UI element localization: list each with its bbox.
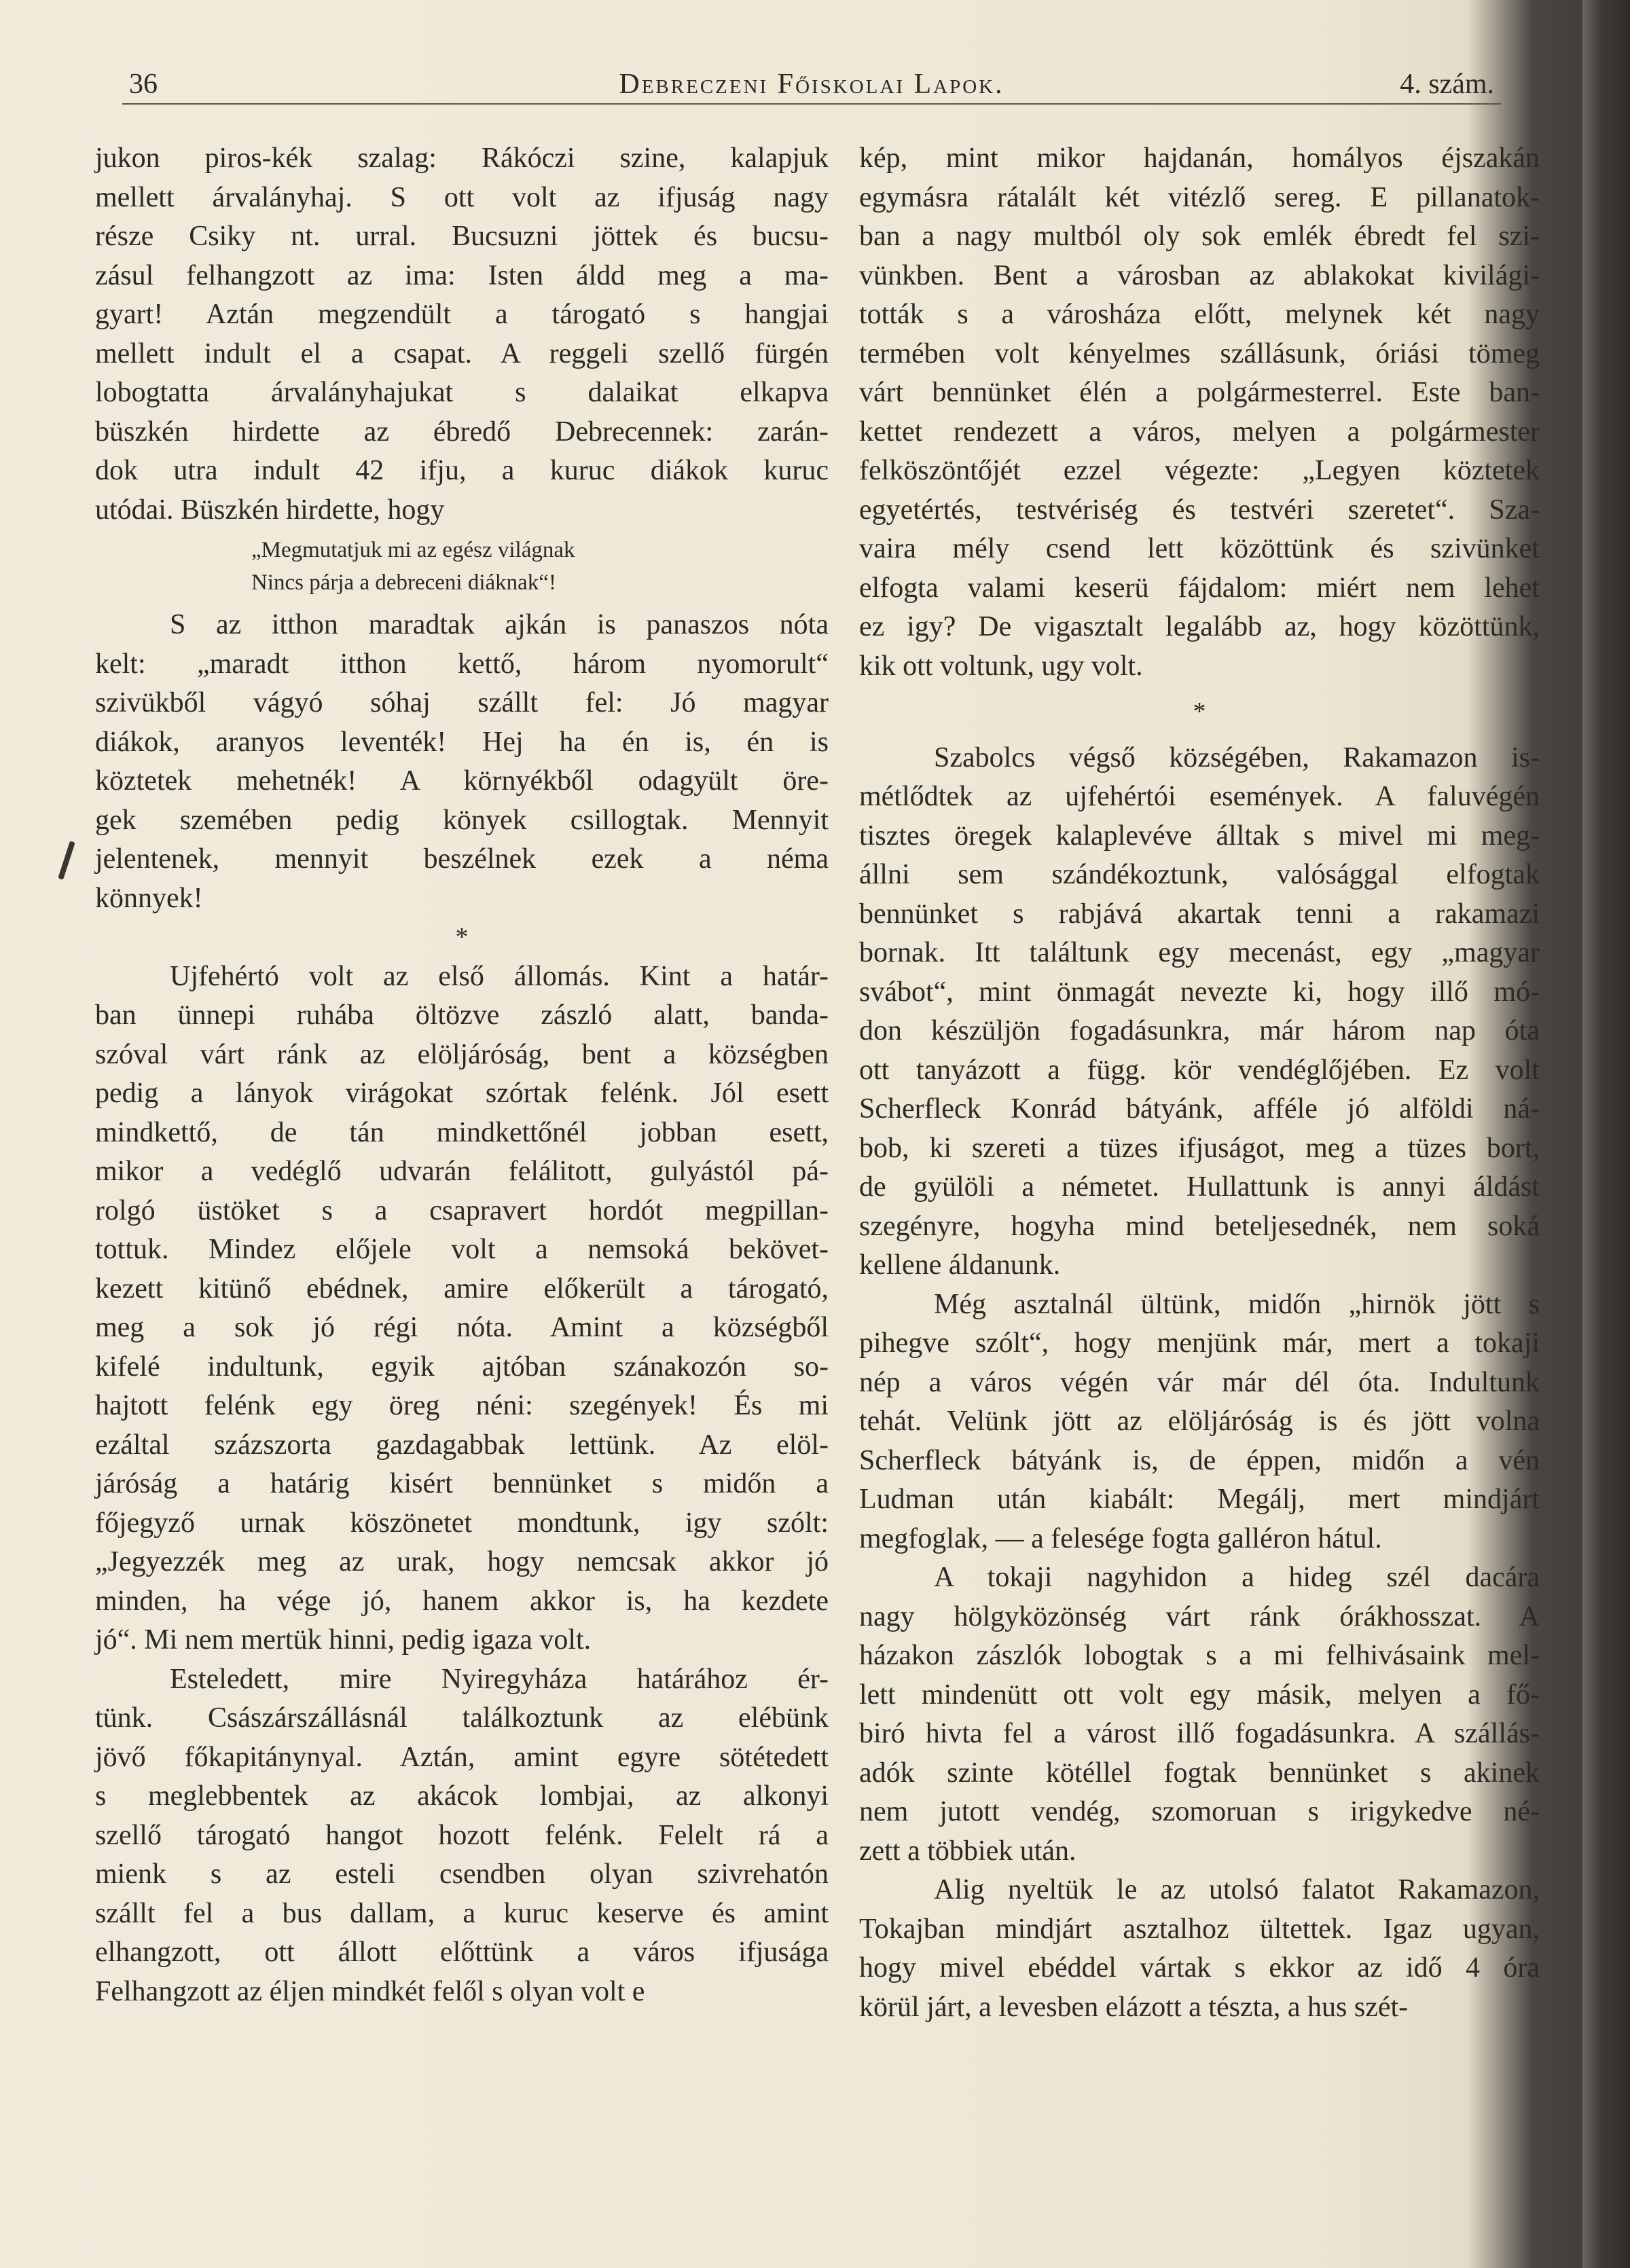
scan-edge-shadow bbox=[1582, 0, 1630, 2268]
paragraph bbox=[859, 1871, 1540, 2027]
text-line: gek szemében pedig könyek csillogtak. Mennyit bbox=[95, 804, 829, 836]
text-line: bennünket s rabjává akartak tenni a rakamazi bbox=[859, 898, 1540, 930]
text-line: „Jegyezzék meg az urak, hogy nemcsak akkor jó bbox=[95, 1546, 829, 1577]
text-line: de gyülöli a németet. Hullattunk is annyi áldást bbox=[859, 1171, 1540, 1203]
text-line: része Csiky nt. urral. Bucsuzni jöttek és bucsu- bbox=[95, 221, 829, 252]
text-line: ez igy? De vigasztalt legalább az, hogy közöttünk, bbox=[859, 611, 1540, 642]
text-line: diákok, aranyos leventék! Hej ha én is, én is bbox=[95, 726, 829, 758]
text-line: zett a többiek után. bbox=[859, 1835, 1076, 1867]
verse-line: „Megmutatjuk mi az egész világnak bbox=[251, 538, 575, 562]
text-line: pedig a lányok virágokat szórtak felénk. Jól esett bbox=[95, 1078, 829, 1109]
paragraph bbox=[95, 957, 829, 1660]
text-line: ban a nagy multból oly sok emlék ébredt fel szi- bbox=[859, 221, 1540, 252]
text-line: minden, ha vége jó, hanem akkor is, ha kezdete bbox=[95, 1585, 829, 1617]
left-column bbox=[95, 139, 829, 2011]
running-header bbox=[122, 62, 1501, 105]
text-line: jövő főkapitánynyal. Aztán, amint egyre sötétedett bbox=[95, 1741, 829, 1773]
right-column bbox=[859, 139, 1540, 2027]
text-line: lett mindenütt ott volt egy másik, melyen a fő- bbox=[859, 1679, 1540, 1711]
text-line: elhangzott, ott állott előttünk a város ifjusága bbox=[95, 1937, 829, 1968]
text-line: tehát. Velünk jött az elöljáróság is és jött volna bbox=[859, 1406, 1540, 1437]
text-line: egyetértés, testvériség és testvéri szeretet“. Sza- bbox=[859, 494, 1540, 526]
text-line: tották s a városháza előtt, melynek két nagy bbox=[859, 299, 1540, 330]
text-line: kik ott voltunk, ugy volt. bbox=[859, 650, 1143, 682]
text-line: Alig nyeltük le az utolsó falatot Rakamazon, bbox=[934, 1874, 1540, 1905]
section-separator: * bbox=[455, 923, 469, 951]
text-line: S az itthon maradtak ajkán is panaszos nóta bbox=[170, 609, 829, 640]
text-line: elfogta valami keserü fájdalom: miért nem lehet bbox=[859, 572, 1540, 604]
text-line: mellett indult el a csapat. A reggeli szellő fürgén bbox=[95, 337, 829, 369]
text-line: járóság a határig kisért bennünket s midőn a bbox=[95, 1468, 829, 1499]
text-line: A tokaji nagyhidon a hideg szél dacára bbox=[934, 1562, 1540, 1593]
text-line: métlődtek az ujfehértói események. A faluvégén bbox=[859, 781, 1540, 812]
text-line: köztetek mehetnék! A környékből odagyült öre- bbox=[95, 765, 829, 797]
issue-number: 4. szám. bbox=[1400, 69, 1494, 100]
text-line: kellene áldanunk. bbox=[859, 1249, 1061, 1281]
text-line: gyart! Aztán megzendült a tárogató s hangjai bbox=[95, 299, 829, 330]
paragraph bbox=[859, 739, 1540, 1285]
text-line: kifelé indultunk, egyik ajtóban szánakozón so- bbox=[95, 1351, 829, 1383]
text-line: jó“. Mi nem mertük hinni, pedig igaza volt. bbox=[95, 1624, 592, 1656]
text-line: Scherfleck bátyánk is, de éppen, midőn a vén bbox=[859, 1444, 1540, 1476]
text-line: Ujfehértó volt az első állomás. Kint a határ- bbox=[170, 960, 829, 992]
text-line: bornak. Itt találtunk egy mecenást, egy „magyar bbox=[859, 937, 1540, 968]
text-line: Esteledett, mire Nyiregyháza határához ér- bbox=[170, 1663, 829, 1695]
text-line: körül járt, a levesben elázott a tészta, a hus szét- bbox=[859, 1991, 1409, 2023]
text-line: főjegyző urnak köszönetet mondtunk, igy szólt: bbox=[95, 1507, 829, 1539]
verse-quote bbox=[95, 534, 829, 599]
text-line: büszkén hirdette az ébredő Debrecennek: zarán- bbox=[95, 416, 829, 447]
text-line: bob, ki szereti a tüzes ifjuságot, meg a tüzes bort, bbox=[859, 1132, 1540, 1164]
text-line: Felhangzott az éljen mindkét felől s olyan volt e bbox=[95, 1975, 645, 2007]
text-line: szellő tárogató hangot hozott felénk. Felelt rá a bbox=[95, 1819, 829, 1851]
paragraph bbox=[95, 1660, 829, 2012]
text-line: tisztes öregek kalaplevéve álltak s mivel mi meg- bbox=[859, 820, 1540, 852]
text-line: mellett árvalányhaj. S ott volt az ifjuság nagy bbox=[95, 181, 829, 213]
text-line: szállt fel a bus dallam, a kuruc keserve és amint bbox=[95, 1897, 829, 1929]
margin-pencil-mark bbox=[58, 841, 75, 880]
text-line: hogy mivel ebéddel vártak s ekkor az idő 4 óra bbox=[859, 1952, 1540, 1983]
text-line: ban ünnepi ruhába öltözve zászló alatt, banda- bbox=[95, 1000, 829, 1031]
text-line: mikor a vedéglő udvarán felálitott, gulyástól pá- bbox=[95, 1156, 829, 1187]
text-line: szegényre, hogyha mind beteljesednék, nem soká bbox=[859, 1210, 1540, 1242]
text-line: nem jutott vendég, szomoruan s irigykedve né- bbox=[859, 1796, 1540, 1827]
text-line: Még asztalnál ültünk, midőn „hirnök jött s bbox=[934, 1288, 1540, 1320]
text-line: állni sem szándékoztunk, valósággal elfogtak bbox=[859, 859, 1540, 890]
text-line: kezett kitünő ebédnek, amire előkerült a tárogató, bbox=[95, 1273, 829, 1304]
text-line: meg a sok jó régi nóta. Amint a községből bbox=[95, 1312, 829, 1343]
text-line: tünk. Császárszállásnál találkoztunk az elébünk bbox=[95, 1702, 829, 1734]
text-line: vaira mély csend lett közöttünk és szivünket bbox=[859, 533, 1540, 564]
journal-title: Debreczeni Főiskolai Lapok. bbox=[619, 69, 1004, 100]
paragraph bbox=[95, 139, 829, 530]
text-line: ott tanyázott a függ. kör vendéglőjében. Ez volt bbox=[859, 1054, 1540, 1086]
text-line: zásul felhangzott az ima: Isten áldd meg a ma- bbox=[95, 259, 829, 291]
text-line: adók szinte kötéllel fogtak bennünket s akinek bbox=[859, 1757, 1540, 1789]
text-line: nép a város végén vár már dél óta. Indultunk bbox=[859, 1366, 1540, 1398]
text-line: jukon piros-kék szalag: Rákóczi szine, kalapjuk bbox=[95, 143, 829, 174]
text-line: hajtott felénk egy öreg néni: szegények! És mi bbox=[95, 1390, 829, 1421]
text-line: kelt: „maradt itthon kettő, három nyomorult“ bbox=[95, 648, 829, 680]
page-number: 36 bbox=[129, 69, 158, 100]
text-line: jelentenek, mennyit beszélnek ezek a néma bbox=[95, 843, 829, 875]
text-line: szivükből vágyó sóhaj szállt fel: Jó magyar bbox=[95, 687, 829, 718]
text-line: tottuk. Mindez előjele volt a nemsoká bekövet- bbox=[95, 1234, 829, 1265]
text-line: Szabolcs végső községében, Rakamazon is- bbox=[934, 742, 1540, 773]
paragraph bbox=[859, 1558, 1540, 1871]
text-line: utódai. Büszkén hirdette, hogy bbox=[95, 494, 445, 526]
text-line: Ludman után kiabált: Megálj, mert mindjárt bbox=[859, 1484, 1540, 1515]
text-line: könnyek! bbox=[95, 882, 203, 914]
text-line: várt bennünket élén a polgármesterrel. Este ban- bbox=[859, 377, 1540, 408]
paragraph bbox=[95, 606, 829, 918]
text-line: egymásra rátalált két vitézlő sereg. E pillanatok- bbox=[859, 181, 1540, 213]
text-line: nagy hölgyközönség várt ránk órákhosszat. A bbox=[859, 1601, 1540, 1632]
text-line: Tokajban mindjárt asztalhoz ültettek. Igaz ugyan, bbox=[859, 1913, 1540, 1945]
section-separator: * bbox=[1193, 697, 1206, 726]
text-line: biró hivta fel a várost illő fogadásunkra. A szállás- bbox=[859, 1718, 1540, 1749]
text-line: Scherfleck Konrád bátyánk, afféle jó alföldi ná- bbox=[859, 1093, 1540, 1124]
text-line: mindkettő, de tán mindkettőnél jobban esett, bbox=[95, 1116, 829, 1148]
text-line: házakon zászlók lobogtak s a mi felhivásaink mel- bbox=[859, 1640, 1540, 1671]
text-line: kettet rendezett a város, melyen a polgármester bbox=[859, 416, 1540, 447]
text-line: ezáltal százszorta gazdagabbak lettünk. Az elöl- bbox=[95, 1429, 829, 1461]
text-line: megfoglak, — a felesége fogta galléron hátul. bbox=[859, 1522, 1382, 1554]
text-line: kép, mint mikor hajdanán, homályos éjszakán bbox=[859, 143, 1540, 174]
text-line: szóval várt ránk az elöljáróság, bent a községben bbox=[95, 1038, 829, 1070]
text-line: s meglebbentek az akácok lombjai, az alkonyi bbox=[95, 1780, 829, 1812]
paragraph bbox=[859, 139, 1540, 686]
text-line: felköszöntőjét ezzel végezte: „Legyen köztetek bbox=[859, 455, 1540, 486]
text-line: termében volt kényelmes szállásunk, óriási tömeg bbox=[859, 337, 1540, 369]
verse-line: Nincs párja a debreceni diáknak“! bbox=[251, 570, 556, 595]
text-line: vünkben. Bent a városban az ablakokat kivilági- bbox=[859, 259, 1540, 291]
text-line: rolgó üstöket s a csapravert hordót megpillan- bbox=[95, 1194, 829, 1226]
paragraph bbox=[859, 1285, 1540, 1559]
text-line: dok utra indult 42 ifju, a kuruc diákok kuruc bbox=[95, 455, 829, 486]
text-line: pihegve szólt“, hogy menjünk már, mert a tokaji bbox=[859, 1328, 1540, 1359]
text-line: svábot“, mint önmagát nevezte ki, hogy illő mó- bbox=[859, 976, 1540, 1008]
text-line: mienk s az esteli csendben olyan szivrehatón bbox=[95, 1859, 829, 1890]
text-line: lobogtatta árvalányhajukat s dalaikat elkapva bbox=[95, 377, 829, 408]
text-line: don készüljön fogadásunkra, már három nap óta bbox=[859, 1015, 1540, 1046]
